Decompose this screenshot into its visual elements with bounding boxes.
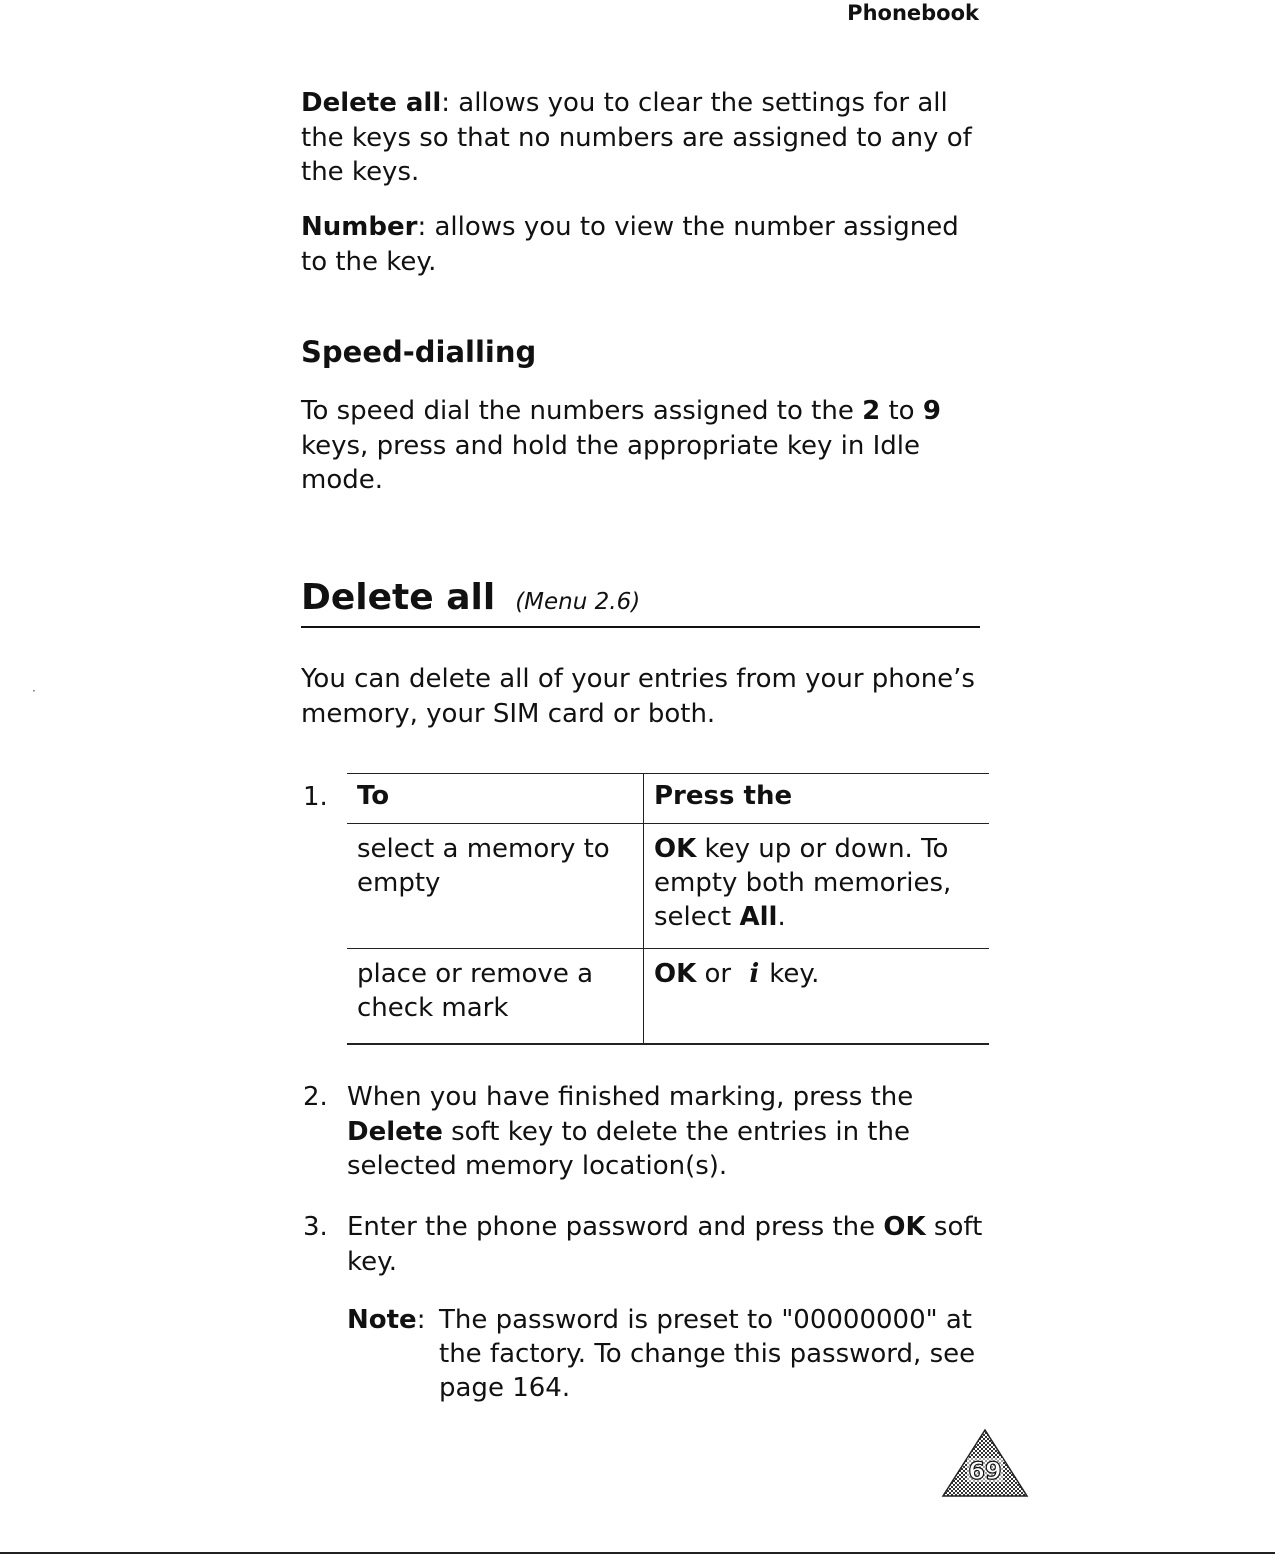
row1-action: select a memory to empty xyxy=(347,824,644,949)
step3-text-a: Enter the phone password and press the xyxy=(347,1212,884,1242)
section-title-text: Delete all xyxy=(301,577,496,618)
step-1-number: 1. xyxy=(303,782,328,812)
speed-dial-text-c: keys, press and hold the appropriate key in Idle mode. xyxy=(301,430,920,495)
delete-all-term: Delete all xyxy=(301,88,442,118)
ok-soft-key-label: OK xyxy=(883,1212,926,1242)
step-3-text xyxy=(347,1210,987,1279)
note-label-text: Note xyxy=(347,1305,417,1335)
row1-text-b: . xyxy=(777,902,786,932)
key-9: 9 xyxy=(922,396,941,426)
delete-all-option-description xyxy=(301,86,991,190)
section-divider xyxy=(301,626,980,628)
step2-text-b: soft key to delete the entries in the selected memory location(s). xyxy=(347,1116,910,1181)
row2-action: place or remove a check mark xyxy=(347,949,644,1045)
ok-key-label: OK xyxy=(654,834,697,864)
number-option-description xyxy=(301,210,991,279)
row1-keys xyxy=(644,824,990,949)
note-text: The password is preset to "00000000" at the factory. To change this password, see page 164. xyxy=(439,1305,976,1403)
speed-dialling-text xyxy=(301,394,991,498)
key-2: 2 xyxy=(862,396,881,426)
number-text: : allows you to view the number assigned to the key. xyxy=(301,212,959,277)
page-number-badge xyxy=(941,1428,1029,1498)
section-intro: You can delete all of your entries from your phone’s memory, your SIM card or both. xyxy=(301,664,975,729)
step-3-number: 3. xyxy=(303,1212,328,1242)
speed-dialling-heading: Speed-dialling xyxy=(301,335,537,369)
section-title xyxy=(301,576,640,624)
step-2-text xyxy=(347,1080,987,1184)
step3-text-b: soft key. xyxy=(347,1212,983,1277)
note-label xyxy=(347,1303,425,1337)
column-header-press: Press the xyxy=(644,774,990,824)
row2-text: key. xyxy=(769,959,820,989)
table-row xyxy=(347,949,989,1045)
row1-text-a: key up or down. To empty both memories, select xyxy=(654,834,952,932)
ok-key-label: OK xyxy=(654,959,697,989)
step-2-number: 2. xyxy=(303,1082,328,1112)
delete-key-label: Delete xyxy=(347,1116,443,1147)
bottom-rule xyxy=(0,1552,1275,1554)
note-colon: : xyxy=(416,1305,426,1335)
page-number: 69 xyxy=(968,1457,1002,1485)
running-header: Phonebook xyxy=(847,1,979,25)
row2-keys xyxy=(644,949,990,1045)
speed-dial-text-a: To speed dial the numbers assigned to the xyxy=(301,396,863,426)
speed-dial-text-b: to xyxy=(880,396,923,426)
info-key-icon: i xyxy=(749,959,760,989)
number-term: Number xyxy=(301,212,418,242)
instruction-table xyxy=(347,773,989,1045)
all-option-label: All xyxy=(739,902,778,932)
step2-text-a: When you have finished marking, press the xyxy=(347,1082,914,1112)
column-header-to: To xyxy=(347,774,644,824)
scan-speck: · xyxy=(32,684,36,698)
delete-all-text: : allows you to clear the settings for all the keys so that no numbers are assigned to any of the keys. xyxy=(301,88,972,187)
table-row xyxy=(347,824,989,949)
table-header-row xyxy=(347,774,989,824)
row2-or: or xyxy=(696,959,740,989)
menu-reference: (Menu 2.6) xyxy=(515,589,641,615)
